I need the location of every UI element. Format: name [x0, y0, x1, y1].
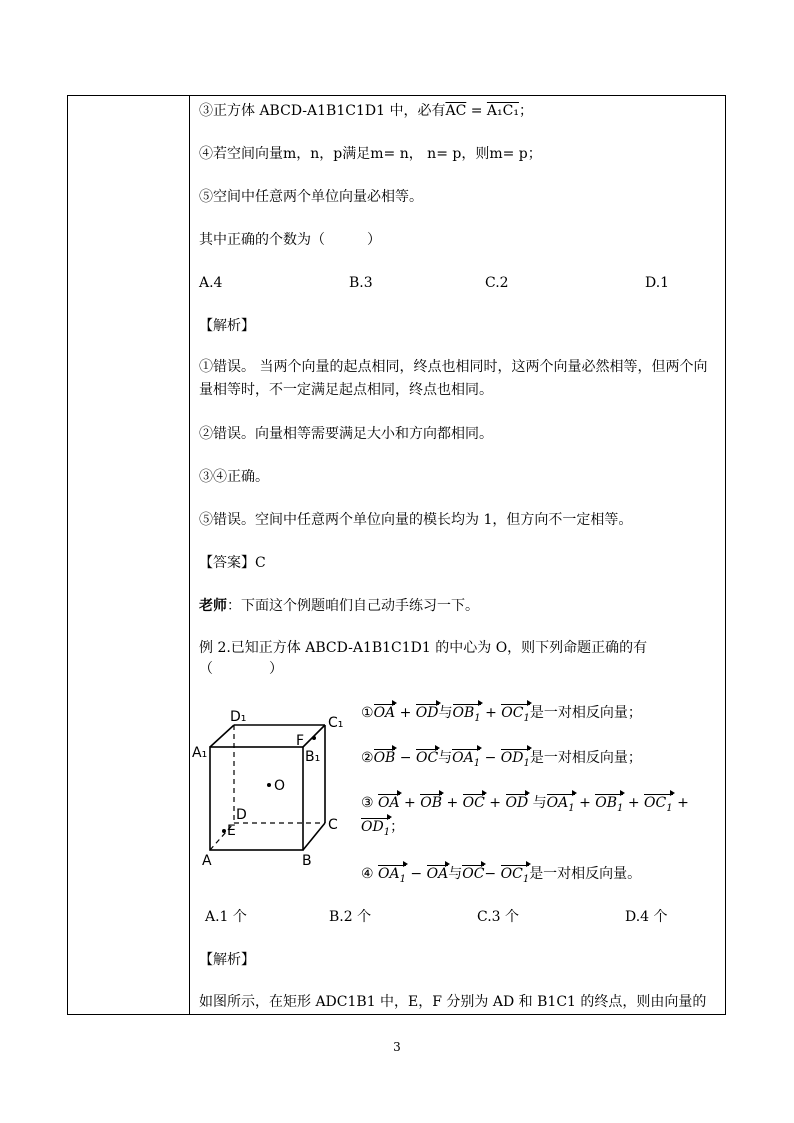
q1-option-d: D.1	[645, 275, 670, 291]
analysis-2-text: 如图所示，在矩形 ADC1B1 中，E，F 分别为 AD 和 B1C1 的终点，则由向量的	[199, 994, 707, 1010]
teacher-text: ：下面这个例题咱们自己动手练习一下。	[227, 598, 479, 614]
cube-figure	[190, 705, 350, 870]
q1-option-a: A.4	[199, 275, 223, 291]
label-c1: C₁	[328, 715, 344, 731]
q2-option-b: B.2 个	[329, 909, 372, 925]
s1-end: 是一对相反向量；	[529, 705, 642, 721]
s2-with: 与	[438, 750, 453, 766]
q1-option-c: C.2	[485, 275, 509, 291]
item-5: ⑤空间中任意两个单位向量必相等。	[199, 189, 423, 205]
statement-3-cont: $OD_1$；	[361, 817, 404, 843]
question-1-stem: 其中正确的个数为（ ）	[199, 232, 381, 248]
statement-2: ②OB − OC与$OA_1 - OD_1$是一对相反向量；	[361, 748, 642, 774]
analysis-1-heading: 【解析】	[199, 318, 255, 334]
answer-1: 【答案】C	[199, 555, 266, 571]
q2-option-c: C.3 个	[477, 909, 520, 925]
vector-a1c1: A₁C₁	[486, 103, 519, 119]
analysis-1-para-2: ②错误。向量相等需要满足大小和方向都相同。	[199, 426, 493, 442]
label-b1: B₁	[305, 749, 321, 765]
label-f: F	[296, 733, 305, 749]
item-3	[199, 101, 533, 121]
s2-end: 是一对相反向量；	[529, 750, 642, 766]
s4-end: 是一对相反向量。	[529, 866, 642, 882]
equals-sign: =	[466, 103, 487, 119]
s4-num: ④	[361, 866, 374, 882]
vector-ac: $\overline{AC}$	[445, 103, 467, 119]
table-column-divider	[189, 95, 190, 1015]
analysis-1-para-1: ①错误。 当两个向量的起点相同，终点也相同时，这两个向量必然相等，但两个向量相等时，不一定满足起点相同，终点也相同。	[199, 359, 708, 398]
statement-1: ①OA + OD与$OB_1 + OC_1$是一对相反向量；	[361, 703, 642, 729]
q1-option-b: B.3	[349, 275, 373, 291]
s4-with: 与	[448, 866, 463, 882]
item-3-end: ；	[518, 103, 533, 119]
item-4: ④若空间向量m，n，p满足m= n， n= p，则m= p；	[199, 146, 542, 162]
page-number: 3	[393, 1040, 401, 1054]
label-d1: D₁	[230, 709, 247, 725]
label-d: D	[236, 807, 247, 823]
label-o: O	[274, 778, 286, 794]
point-o	[267, 783, 271, 787]
point-f	[312, 736, 316, 740]
label-c: C	[328, 817, 338, 833]
s1-num: ①	[361, 705, 374, 721]
label-a: A	[202, 853, 212, 869]
s1-with: 与	[438, 705, 453, 721]
point-e	[222, 829, 226, 833]
label-b: B	[302, 853, 312, 869]
analysis-1-para-4: ⑤错误。空间中任意两个单位向量的模长均为 1，但方向不一定相等。	[199, 512, 633, 528]
s2-num: ②	[361, 750, 374, 766]
q2-option-d: D.4 个	[625, 909, 668, 925]
label-a1: A₁	[192, 745, 208, 761]
q2-option-a: A.1 个	[205, 909, 247, 925]
s3-with: 与	[532, 795, 547, 811]
analysis-1-para-3: ③④正确。	[199, 469, 269, 485]
label-e: E	[227, 823, 236, 839]
item-3-text: ③正方体 ABCD-A1B1C1D1 中，必有	[199, 103, 446, 119]
s3-num: ③	[361, 795, 374, 811]
statement-3: ③ OA + OB + OC + OD 与$OA_1 + OB_1 + OC_1$ +	[361, 793, 689, 819]
statement-4: ④ $OA_1$ − OA与$OC- OC_1$是一对相反向量。	[361, 864, 641, 890]
teacher-label: 老师	[199, 598, 227, 614]
teacher-line	[199, 596, 479, 616]
example-2-stem: 例 2.已知正方体 ABCD-A1B1C1D1 的中心为 O，则下列命题正确的有	[199, 640, 648, 656]
analysis-2-heading: 【解析】	[199, 952, 255, 968]
example-2-paren: （ ）	[199, 661, 283, 677]
